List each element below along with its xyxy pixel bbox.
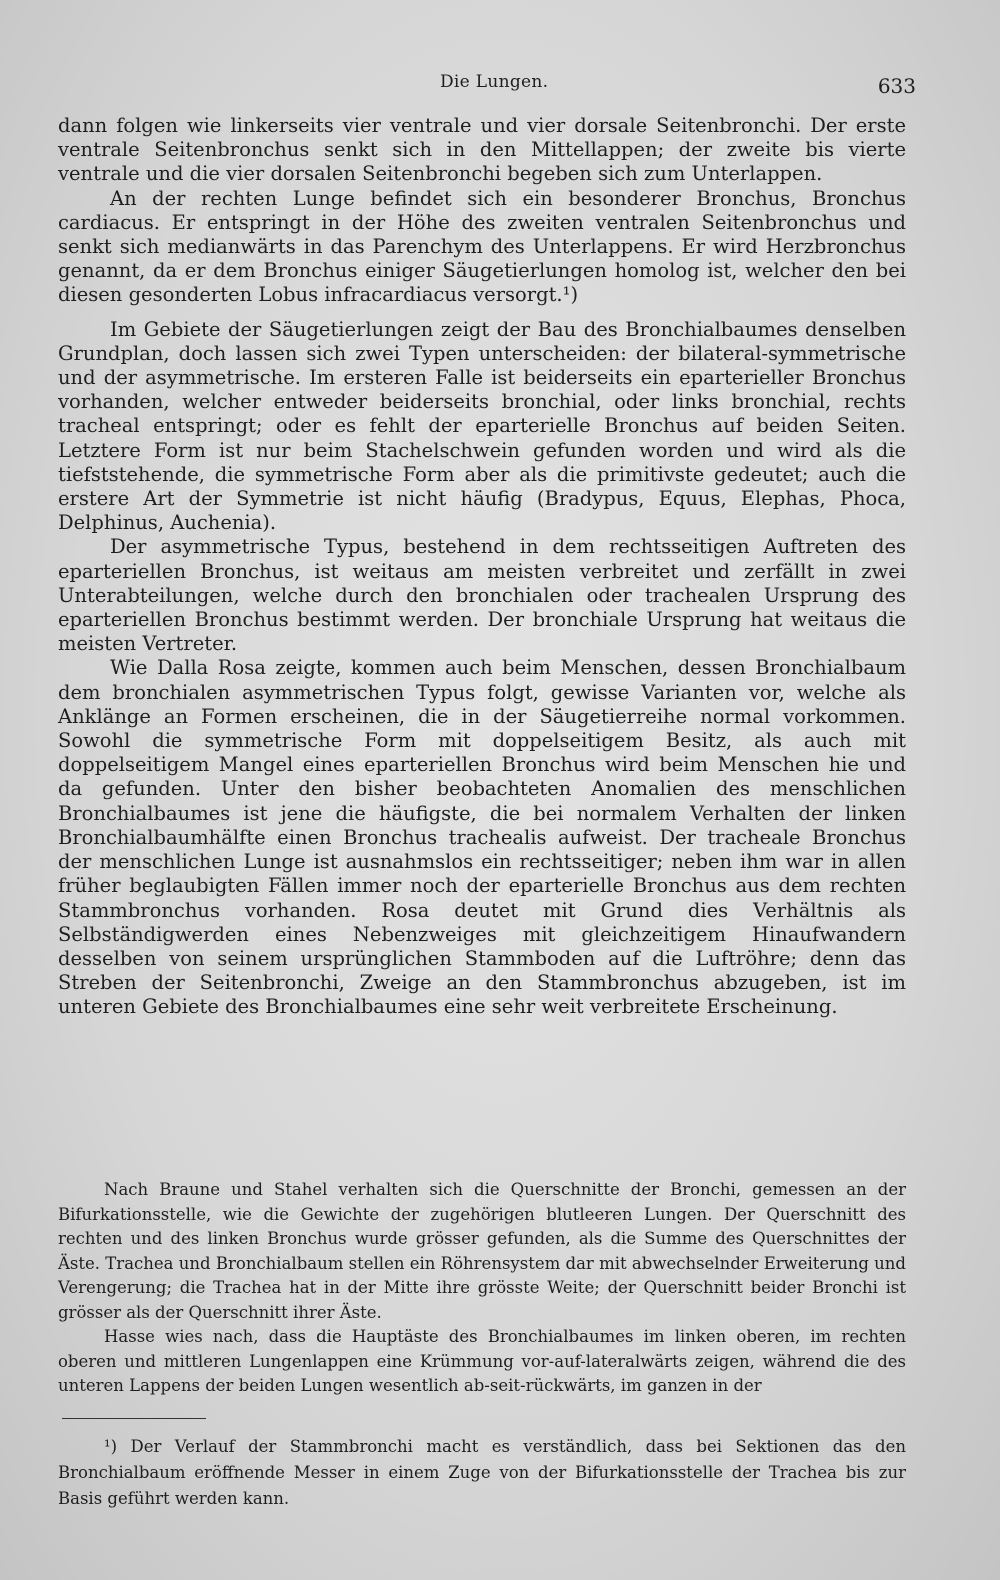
small-paragraph-1: Nach Braune und Stahel verhalten sich die Querschnitte der Bronchi, gemessen an der Bifurkationsstelle, wie die Gewichte der zugehörigen blutleeren Lungen. Der Querschnitt des rechten und des linken Bronchus wurde grösser gefunden, als die Summe des Querschnittes der Äste. Trachea und Bronchialbaum stellen ein Röhrensystem dar mit abwechselnder Erweiterung und Verengerung; die Trachea hat in der Mitte ihre grösste Weite; der Querschnitt beider Bronchi ist grösser als der Querschnitt ihrer Äste. xyxy=(58,1180,906,1322)
page-header xyxy=(0,62,1000,102)
small-print-section xyxy=(58,1178,906,1399)
footnote xyxy=(58,1434,906,1512)
paragraph-4: Der asymmetrische Typus, bestehend in dem rechtsseitigen Auftreten des eparteriellen Bronchus, ist weitaus am meisten verbreitet und zerfällt in zwei Unterabteilungen, welche durch den bronchialen oder trachealen Ursprung des eparteriellen Bronchus bestimmt werden. Der bronchiale Ursprung hat weitaus die meisten Vertreter. xyxy=(58,535,906,656)
paragraph-1: dann folgen wie linkerseits vier ventrale und vier dorsale Seitenbronchi. Der erste ventrale Seitenbronchus senkt sich in den Mittellappen; der zweite bis vierte ventrale und die vier dorsalen Seitenbronchi begeben sich zum Unterlappen. xyxy=(58,114,906,186)
page-number: 633 xyxy=(877,74,916,98)
main-text xyxy=(58,114,906,1020)
footnote-divider xyxy=(62,1418,206,1419)
footnote-text: ¹) Der Verlauf der Stammbronchi macht es verständlich, dass bei Sektionen das den Bronchialbaum eröffnende Messer in einem Zuge von der Bifurkationsstelle der Trachea bis zur Basis geführt werden kann. xyxy=(58,1437,906,1508)
paragraph-2: An der rechten Lunge befindet sich ein besonderer Bronchus, Bronchus cardiacus. Er entspringt in der Höhe des zweiten ventralen Seitenbronchus und senkt sich medianwärts in das Parenchym des Unterlappens. Er wird Herzbronchus genannt, da er dem Bronchus einiger Säugetierlungen homolog ist, welcher den bei diesen gesonderten Lobus infracardiacus versorgt.¹) xyxy=(58,186,906,307)
small-paragraph-2: Hasse wies nach, dass die Hauptäste des Bronchialbaumes im linken oberen, im rechten oberen und mittleren Lungenlappen eine Krümmung vor-auf-lateralwärts zeigen, während die des unteren Lappens der beiden Lungen wesentlich ab-seit-rückwärts, im ganzen in der xyxy=(58,1327,906,1395)
paragraph-3: Im Gebiete der Säugetierlungen zeigt der Bau des Bronchialbaumes denselben Grundplan, doch lassen sich zwei Typen unterscheiden: der bilateral-symmetrische und der asymmetrische. Im ersteren Falle ist beiderseits ein eparterieller Bronchus vorhanden, welcher entweder beiderseits bronchial, oder links bronchial, rechts tracheal entspringt; oder es fehlt der eparterielle Bronchus auf beiden Seiten. Letztere Form ist nur beim Stachelschwein gefunden worden und wird als die tiefststehende, die symmetrische Form aber als die primitivste gedeutet; auch die erstere Art der Symmetrie ist nicht häufig (Bradypus, Equus, Elephas, Phoca, Delphinus, Auchenia). xyxy=(58,317,906,535)
running-title: Die Lungen. xyxy=(440,72,549,92)
paragraph-5: Wie Dalla Rosa zeigte, kommen auch beim Menschen, dessen Bronchialbaum dem bronchialen asymmetrischen Typus folgt, gewisse Varianten vor, welche als Anklänge an Formen erscheinen, die in der Säugetierreihe normal vorkommen. Sowohl die symmetrische Form mit doppelseitigem Besitz, als auch mit doppelseitigem Mangel eines eparteriellen Bronchus wird beim Menschen hie und da gefunden. Unter den bisher beobachteten Anomalien des menschlichen Bronchialbaumes ist jene die häufigste, die bei normalem Verhalten der linken Bronchialbaumhälfte einen Bronchus trachealis aufweist. Der tracheale Bronchus der menschlichen Lunge ist ausnahmslos ein rechtsseitiger; neben ihm war in allen früher beglaubigten Fällen immer noch der eparterielle Bronchus aus dem rechten Stammbronchus vorhanden. Rosa deutet mit Grund dies Verhältnis als Selbständigwerden eines Nebenzweiges mit gleichzeitigem Hinaufwandern desselben von seinem ursprünglichen Stammboden auf die Luftröhre; denn das Streben der Seitenbronchi, Zweige an den Stammbronchus abzugeben, ist im unteren Gebiete des Bronchialbaumes eine sehr weit verbreitete Erscheinung. xyxy=(58,656,906,1019)
